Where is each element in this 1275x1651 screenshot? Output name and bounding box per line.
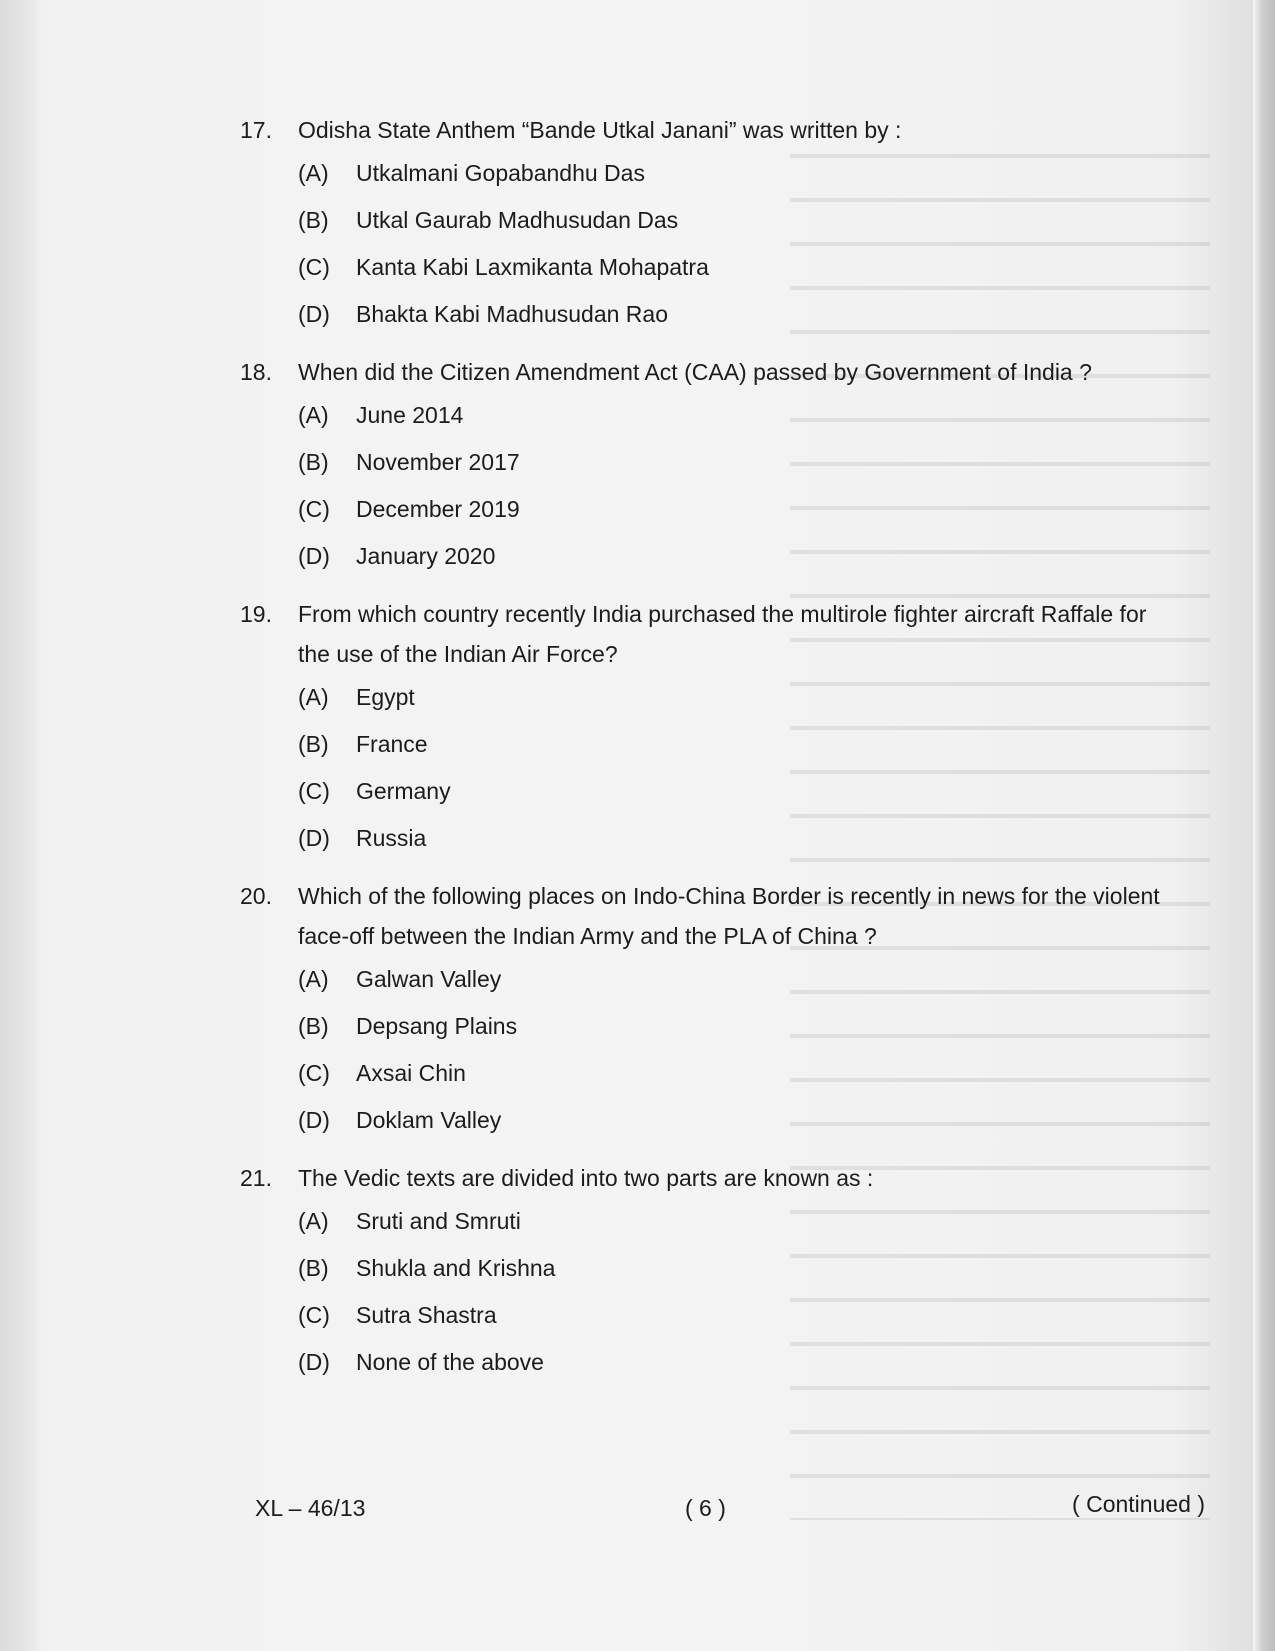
answer-option [298, 533, 1200, 580]
option-label: (C) [298, 496, 330, 522]
answer-option [298, 721, 1200, 768]
question-number: 19. [240, 601, 272, 627]
question-header [240, 1158, 1200, 1198]
option-label: (D) [298, 543, 330, 569]
question-item [240, 1158, 1200, 1386]
option-label: (A) [298, 160, 329, 186]
option-label: (A) [298, 684, 329, 710]
question-number: 21. [240, 1165, 272, 1191]
option-text: Germany [356, 778, 451, 804]
answer-option [298, 197, 1200, 244]
answer-option [298, 1097, 1200, 1144]
option-label: (C) [298, 1302, 330, 1328]
option-text: Bhakta Kabi Madhusudan Rao [356, 301, 668, 327]
question-header [240, 594, 1200, 674]
answer-option [298, 674, 1200, 721]
question-item [240, 110, 1200, 338]
option-label: (D) [298, 825, 330, 851]
option-label: (D) [298, 1349, 330, 1375]
option-text: Shukla and Krishna [356, 1255, 556, 1281]
option-label: (B) [298, 207, 329, 233]
option-label: (D) [298, 1107, 330, 1133]
question-item [240, 876, 1200, 1144]
question-number: 17. [240, 117, 272, 143]
answer-option [298, 768, 1200, 815]
answer-option [298, 956, 1200, 1003]
answer-option [298, 1245, 1200, 1292]
answer-option [298, 291, 1200, 338]
continued-label: ( Continued ) [1072, 1491, 1205, 1517]
question-list [240, 110, 1200, 1400]
option-list [298, 1198, 1200, 1386]
page-number: ( 6 ) [685, 1495, 726, 1521]
option-list [298, 150, 1200, 338]
answer-option [298, 439, 1200, 486]
question-text: Which of the following places on Indo-China Border is recently in news for the violent face-off between the Indian Army and the PLA of China ? [298, 883, 1160, 949]
option-text: Utkalmani Gopabandhu Das [356, 160, 645, 186]
answer-option [298, 1198, 1200, 1245]
option-list [298, 392, 1200, 580]
answer-option [298, 1339, 1200, 1386]
question-item [240, 352, 1200, 580]
option-text: France [356, 731, 428, 757]
option-label: (B) [298, 449, 329, 475]
option-text: November 2017 [356, 449, 520, 475]
question-header [240, 110, 1200, 150]
question-text: The Vedic texts are divided into two parts are known as : [298, 1165, 874, 1191]
question-text: Odisha State Anthem “Bande Utkal Janani” was written by : [298, 117, 902, 143]
option-text: Kanta Kabi Laxmikanta Mohapatra [356, 254, 709, 280]
paper-code: XL – 46/13 [255, 1495, 366, 1521]
option-label: (A) [298, 966, 329, 992]
option-label: (A) [298, 1208, 329, 1234]
option-text: Egypt [356, 684, 415, 710]
question-item [240, 594, 1200, 862]
option-label: (C) [298, 778, 330, 804]
question-text: When did the Citizen Amendment Act (CAA) passed by Government of India ? [298, 359, 1092, 385]
option-text: None of the above [356, 1349, 544, 1375]
question-text: From which country recently India purchased the multirole fighter aircraft Raffale for the use of the Indian Air Force? [298, 601, 1147, 667]
option-text: Sruti and Smruti [356, 1208, 521, 1234]
option-label: (A) [298, 402, 329, 428]
scan-left-edge [0, 0, 40, 1651]
option-text: Axsai Chin [356, 1060, 466, 1086]
answer-option [298, 392, 1200, 439]
answer-option [298, 1292, 1200, 1339]
option-label: (B) [298, 1013, 329, 1039]
answer-option [298, 1050, 1200, 1097]
option-label: (B) [298, 1255, 329, 1281]
option-text: Depsang Plains [356, 1013, 518, 1039]
option-label: (D) [298, 301, 330, 327]
option-label: (C) [298, 254, 330, 280]
option-label: (C) [298, 1060, 330, 1086]
option-list [298, 674, 1200, 862]
answer-option [298, 1003, 1200, 1050]
answer-option [298, 244, 1200, 291]
option-list [298, 956, 1200, 1144]
option-label: (B) [298, 731, 329, 757]
option-text: Utkal Gaurab Madhusudan Das [356, 207, 679, 233]
question-number: 18. [240, 359, 272, 385]
question-header [240, 876, 1200, 956]
option-text: June 2014 [356, 402, 464, 428]
option-text: December 2019 [356, 496, 520, 522]
question-header [240, 352, 1200, 392]
scan-right-edge [1253, 0, 1275, 1651]
answer-option [298, 815, 1200, 862]
page-footer [255, 1491, 1205, 1535]
question-number: 20. [240, 883, 272, 909]
option-text: Doklam Valley [356, 1107, 502, 1133]
option-text: Galwan Valley [356, 966, 502, 992]
option-text: Sutra Shastra [356, 1302, 497, 1328]
answer-option [298, 150, 1200, 197]
option-text: Russia [356, 825, 427, 851]
option-text: January 2020 [356, 543, 496, 569]
answer-option [298, 486, 1200, 533]
